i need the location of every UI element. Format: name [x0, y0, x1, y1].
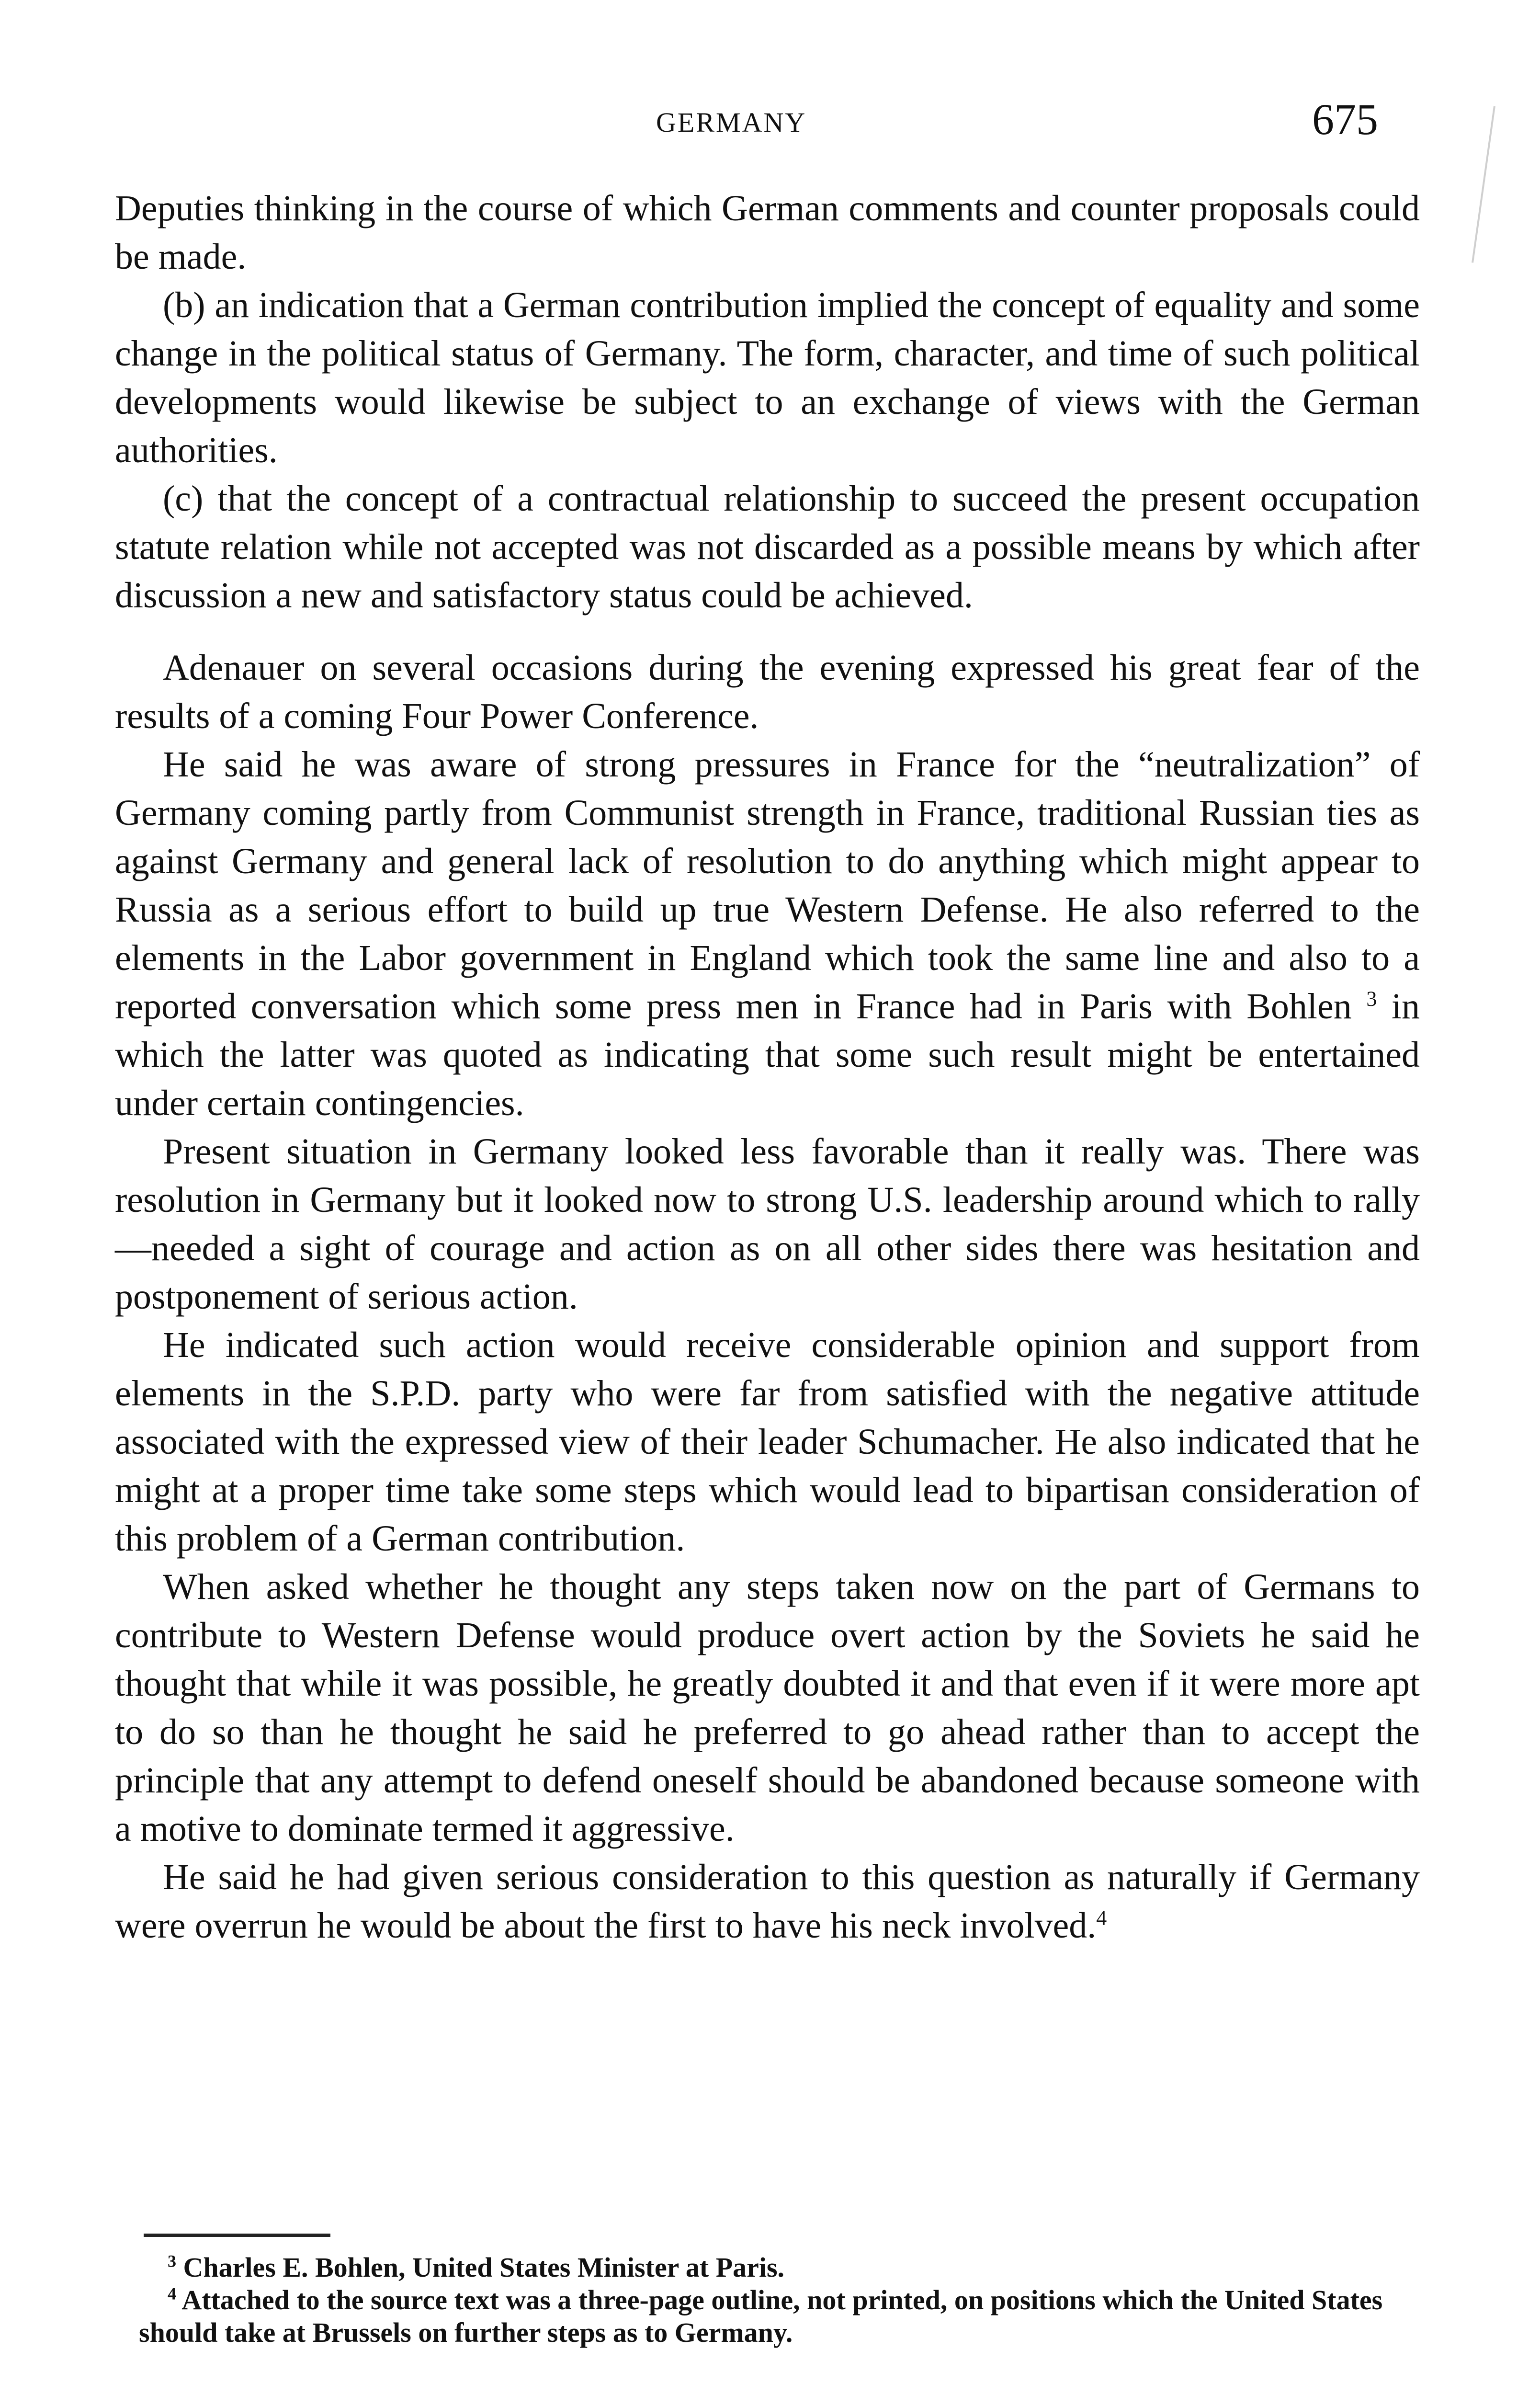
footnote-text: Attached to the source text was a three-page outline, not printed, on positions which the United States should take at Brussels on further steps as to Germany.: [139, 2284, 1383, 2348]
paragraph-item-c: (c) that the concept of a contractual relationship to succeed the present occupation statute relation while not accepted was not discarded as a possible means by which after discussion a new and satisfactory status could be achieved.: [115, 479, 1420, 616]
footnote-ref-4: 4: [1096, 1906, 1107, 1930]
paragraph-item-b: (b) an indication that a German contribution implied the concept of equality and some change in the political status of Germany. The form, character, and time of such political developments would likewise be subject to an exchange of views with the German authorities.: [115, 285, 1420, 470]
paragraph-soviet-action: When asked whether he thought any steps taken now on the part of Germans to contribute to Western Defense would produce overt action by the Soviets he said he thought that while it was possible, he greatly doubted it and that even if it were more apt to do so than he thought he said he preferred to go ahead rather than to accept the principle that any attempt to defend oneself should be abandoned because someone with a motive to dominate termed it aggressive.: [115, 1567, 1420, 1849]
paragraph-neutralization: [115, 741, 1420, 1128]
running-header-title: GERMANY: [656, 107, 807, 138]
footnote-marker: 4: [168, 2284, 176, 2304]
footnote-marker: 3: [168, 2251, 176, 2271]
paragraph-present-situation: Present situation in Germany looked less favorable than it really was. There was resolution in Germany but it looked now to strong U.S. leadership around which to rally—needed a sight of courage and action as on all other sides there was hesitation and postponement of serious action.: [115, 1131, 1420, 1317]
body-text: [115, 184, 1420, 1950]
footnotes: [139, 2251, 1422, 2349]
footnote-3: [139, 2251, 1422, 2284]
paragraph-adenauer-fear: Adenauer on several occasions during the evening expressed his great fear of the results of a coming Four Power Conference.: [115, 648, 1420, 736]
footnote-ref-3: 3: [1366, 987, 1377, 1011]
paragraph-spd-support: He indicated such action would receive considerable opinion and support from elements in the S.P.D. party who were far from satisfied with the negative attitude associated with the expressed view of their leader Schumacher. He also indicated that he might at a proper time take some steps which would lead to bipartisan consideration of this problem of a German contribution.: [115, 1325, 1420, 1559]
paragraph-serious-consideration: [115, 1853, 1420, 1950]
footnote-4: [139, 2284, 1422, 2349]
paragraph-text: He said he had given serious consideration to this question as naturally if Germany were overrun he would be about the first to have his neck involved.: [115, 1857, 1420, 1946]
page-edge-mark: [1472, 106, 1495, 262]
footnote-divider: [144, 2234, 330, 2237]
paragraph-continuation: Deputies thinking in the course of which German comments and counter proposals could be made.: [115, 188, 1420, 277]
footnote-text: Charles E. Bohlen, United States Minister at Paris.: [183, 2252, 785, 2283]
page-number: 675: [1312, 95, 1378, 144]
paragraph-text: He said he was aware of strong pressures in France for the “neutralization” of Germany coming partly from Communist strength in France, traditional Russian ties as against Germany and general lack of resolution to do anything which might appear to Russia as a serious effort to build up true Western Defense. He also referred to the elements in the Labor government in England which took the same line and also to a reported conversation which some press men in France had in Paris with Bohlen: [115, 744, 1420, 1026]
paragraph-text: in which the latter was quoted as indicating that some such result might be entertained under certain contingencies.: [115, 986, 1420, 1123]
